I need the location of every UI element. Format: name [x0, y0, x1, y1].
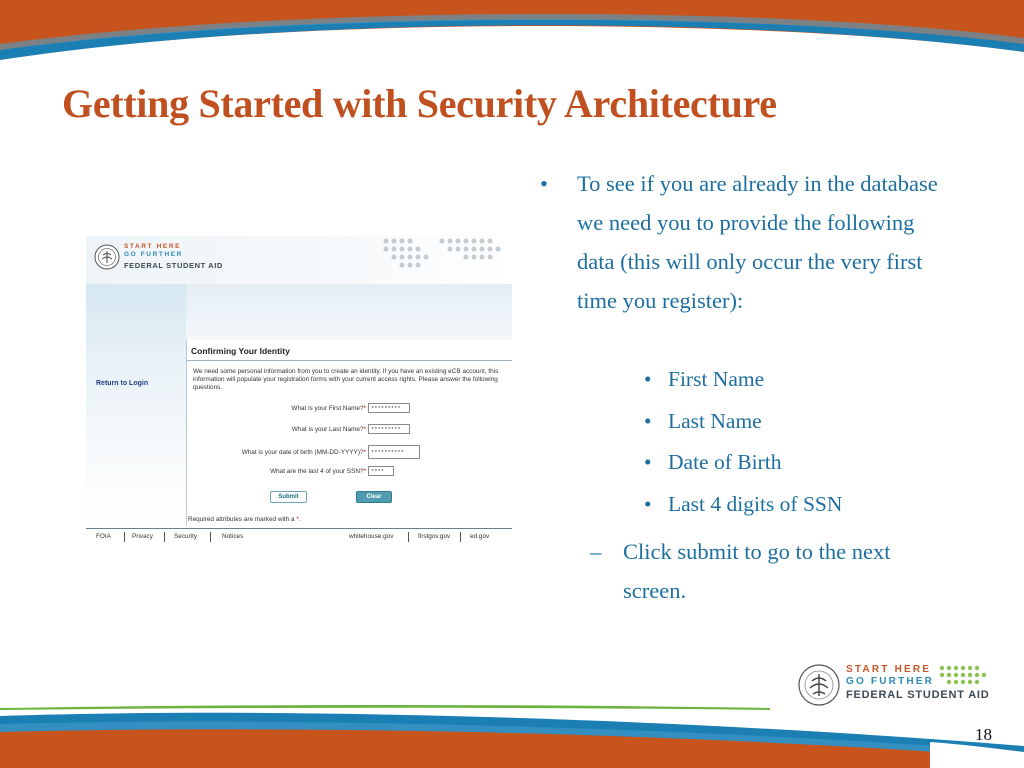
footer-separator [164, 532, 165, 542]
dob-input[interactable]: ********** [368, 445, 420, 459]
required-footnote-text: Required attributes are marked with a [188, 516, 295, 523]
last-name-label-text: What is your Last Name? [291, 426, 364, 433]
footer-link-whitehouse[interactable]: whitehouse.gov [349, 533, 394, 540]
main-bullet-text: To see if you are already in the database we need you to provide the following data (this will only occur the very first time you register): [577, 171, 938, 313]
required-mark: * [363, 449, 366, 456]
sub-bullet-mark: • [644, 491, 652, 516]
form-intro-text: We need some personal information from you to create an identity. If you have an existing eCB account, this information will populate your registration forms with your current access rights. Please answer the following questions. [193, 368, 499, 391]
required-footnote [188, 516, 301, 523]
small-logo-line2: GO FURTHER [124, 251, 183, 258]
list-item [644, 360, 944, 402]
form-heading: Confirming Your Identity [191, 346, 290, 356]
identity-form-screenshot [86, 236, 512, 548]
top-decorative-band [0, 0, 1024, 60]
small-logo-line3: FEDERAL STUDENT AID [124, 261, 223, 270]
required-data-list [644, 360, 944, 526]
submit-button[interactable]: Submit [270, 491, 307, 503]
dash-mark: – [590, 539, 602, 564]
dot-pattern-decoration [380, 236, 512, 282]
list-item-text: Date of Birth [668, 450, 782, 474]
dot-pattern-decoration [938, 664, 994, 690]
list-item [644, 443, 944, 485]
logo-line2: GO FURTHER [846, 676, 935, 687]
footer-separator [124, 532, 125, 542]
footer-rule [86, 528, 512, 529]
ssn-label-text: What are the last 4 of your SSN? [270, 468, 364, 475]
screenshot-sidebar [86, 284, 186, 528]
return-to-login-link[interactable]: Return to Login [96, 380, 149, 387]
dash-bullet-text: Click submit to go to the next screen. [623, 539, 891, 603]
sub-bullet-mark: • [644, 408, 652, 433]
last-name-label [292, 426, 366, 433]
dob-label [242, 449, 366, 456]
slide-title: Getting Started with Security Architecture [62, 81, 777, 126]
first-name-input[interactable]: ********* [368, 403, 410, 413]
footer-link-security[interactable]: Security [174, 533, 198, 540]
dob-label-text: What is your date of birth (MM-DD-YYYY)? [241, 449, 364, 456]
small-logo-line1: START HERE [124, 243, 182, 250]
ssn-label [270, 468, 366, 475]
footer-separator [210, 532, 211, 542]
ssn-input[interactable]: **** [368, 466, 394, 476]
ssn-row [186, 466, 366, 478]
footer-link-privacy[interactable]: Privacy [132, 533, 153, 540]
seal-icon [94, 244, 120, 270]
list-item [644, 485, 944, 527]
dob-row [186, 447, 366, 459]
required-mark: * [296, 516, 299, 523]
first-name-row [186, 403, 366, 415]
first-name-label-text: What is your First Name? [291, 405, 364, 412]
first-name-label [291, 405, 366, 412]
last-name-input[interactable]: ********* [368, 424, 410, 434]
clear-button[interactable]: Clear [356, 491, 392, 503]
bullet-mark: • [540, 171, 548, 196]
required-mark: * [363, 405, 366, 412]
footer-link-firstgov[interactable]: firstgov.gov [418, 533, 451, 540]
logo-line3: FEDERAL STUDENT AID [846, 689, 990, 701]
logo-line1: START HERE [846, 664, 932, 675]
screenshot-footer [86, 531, 512, 545]
sub-bullet-mark: • [644, 367, 652, 391]
footer-link-foia[interactable]: FOIA [96, 533, 111, 540]
footer-separator [460, 532, 461, 542]
footer-link-notices[interactable]: Notices [222, 533, 244, 540]
list-item [644, 402, 944, 444]
page-number: 18 [975, 725, 992, 744]
footer-separator [408, 532, 409, 542]
screenshot-header [86, 236, 512, 284]
required-mark: * [363, 426, 366, 433]
bottom-decorative-band [0, 690, 1024, 768]
list-item-text: Last Name [668, 408, 762, 433]
footer-link-edgov[interactable]: ed.gov [470, 533, 490, 540]
form-heading-rule [187, 360, 512, 361]
sub-bullet-mark: • [644, 450, 652, 474]
required-mark: * [363, 468, 366, 475]
required-footnote-end: . [298, 516, 301, 523]
screenshot-banner [186, 284, 512, 342]
list-item-text: Last 4 digits of SSN [668, 491, 843, 516]
list-item-text: First Name [668, 367, 765, 391]
last-name-row [186, 424, 366, 436]
